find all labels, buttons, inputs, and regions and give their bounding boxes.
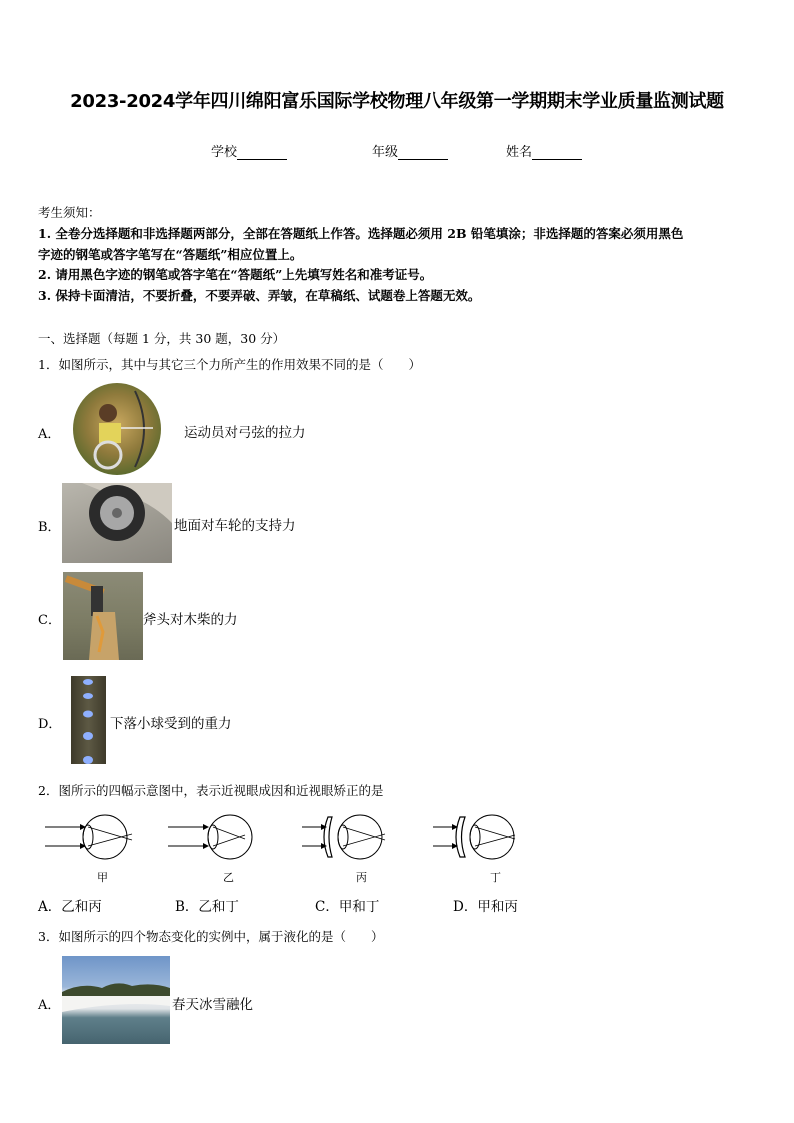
name-field: 姓名 (506, 141, 582, 160)
q1-option-b-text: 地面对车轮的支持力 (174, 518, 296, 534)
notice-line-3: 2. 请用黑色字迹的钢笔或答字笔在“答题纸”上先填写姓名和准考证号。 (38, 267, 433, 282)
archer-photo (73, 383, 161, 475)
figure-label-jia: 甲 (97, 871, 108, 884)
q1-option-a-letter[interactable]: A． (38, 427, 61, 442)
eye-diagram-jia (45, 815, 132, 859)
q2-option-d[interactable]: D．甲和丙 (453, 899, 518, 915)
page-title: 2023-2024学年四川绵阳富乐国际学校物理八年级第一学期期末学业质量监测试题 (70, 91, 724, 112)
figure-label-yi: 乙 (223, 871, 234, 884)
q1-option-b-letter[interactable]: B． (38, 520, 61, 535)
figure-label-bing: 丙 (356, 871, 367, 884)
q3-stem: 3．如图所示的四个物态变化的实例中，属于液化的是（ ） (38, 929, 384, 944)
q1-option-d-text: 下落小球受到的重力 (110, 716, 232, 732)
eye-diagram-bing (302, 815, 385, 859)
q3-option-a-text: 春天冰雪融化 (172, 997, 253, 1013)
grade-field: 年级 (372, 141, 448, 160)
notice-line-2: 字迹的钢笔或答字笔写在“答题纸”相应位置上。 (38, 247, 303, 262)
eye-diagram-yi (168, 815, 252, 859)
grade-blank[interactable] (398, 147, 448, 160)
falling-ball-photo (71, 676, 106, 764)
q3-option-a-letter[interactable]: A． (38, 998, 61, 1013)
q2-option-a[interactable]: A．乙和丙 (38, 899, 102, 915)
figure-label-ding: 丁 (490, 871, 501, 884)
q2-option-b[interactable]: B．乙和丁 (175, 899, 239, 915)
q2-option-c[interactable]: C．甲和丁 (315, 899, 380, 915)
q2-stem: 2．图所示的四幅示意图中，表示近视眼成因和近视眼矫正的是 (38, 783, 384, 798)
eye-diagrams (40, 812, 530, 884)
name-blank[interactable] (532, 147, 582, 160)
section-heading: 一、选择题（每题 1 分，共 30 题，30 分） (38, 331, 286, 346)
snow-melting-photo (62, 956, 170, 1044)
school-field: 学校 (211, 141, 287, 160)
school-blank[interactable] (237, 147, 287, 160)
axe-wood-photo (63, 572, 143, 660)
notice-line-4: 3. 保持卡面清洁，不要折叠，不要弄破、弄皱，在草稿纸、试题卷上答题无效。 (38, 288, 481, 303)
notice-heading: 考生须知： (38, 205, 101, 220)
q1-option-d-letter[interactable]: D． (38, 717, 62, 732)
q1-option-c-letter[interactable]: C． (38, 613, 61, 628)
car-wheel-photo (62, 483, 172, 563)
q1-option-c-text: 斧头对木柴的力 (143, 612, 238, 628)
q1-stem: 1．如图所示，其中与其它三个力所产生的作用效果不同的是（ ） (38, 357, 421, 372)
notice-line-1: 1. 全卷分选择题和非选择题两部分，全部在答题纸上作答。选择题必须用 2B 铅笔填涂；非选择题的答案必须用黑色 (38, 226, 684, 241)
eye-diagram-ding (433, 815, 515, 859)
q1-option-a-text: 运动员对弓弦的拉力 (184, 425, 306, 441)
